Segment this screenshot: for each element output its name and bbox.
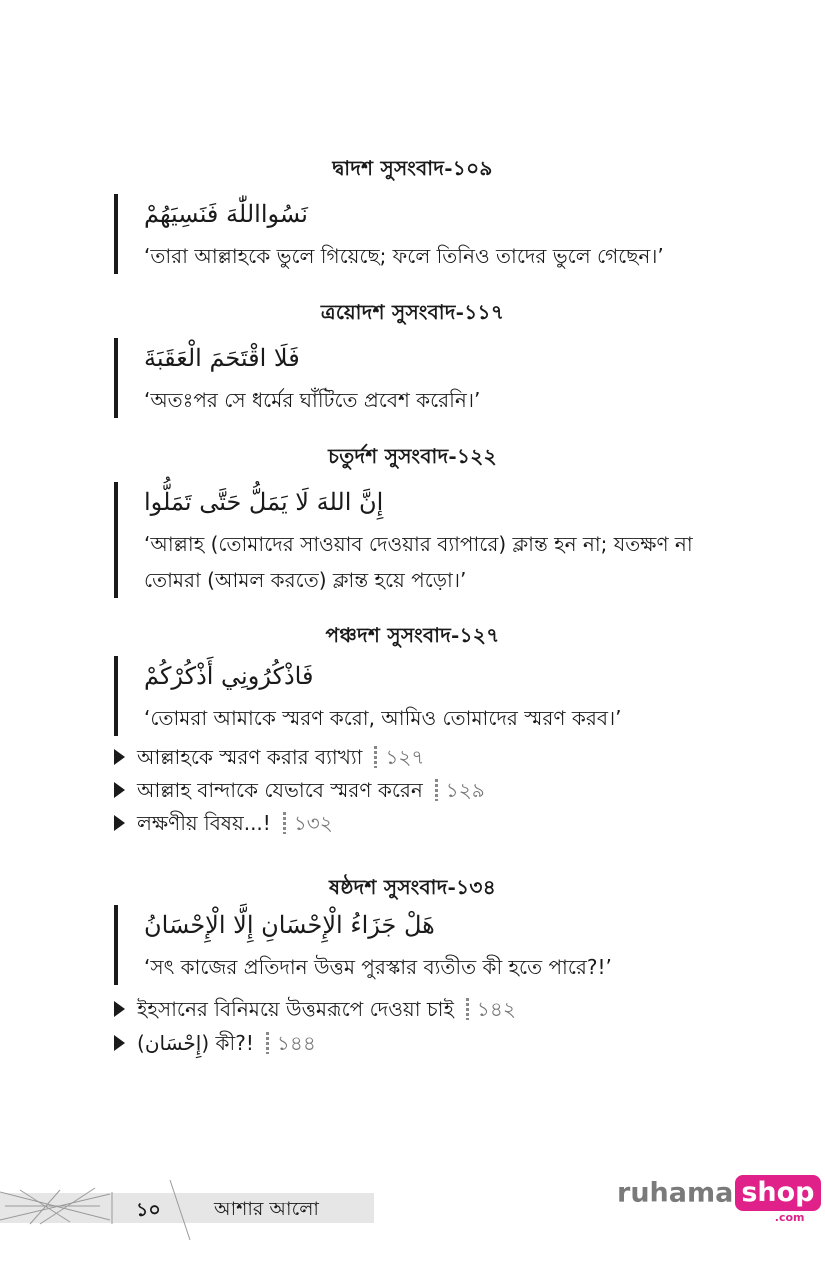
toc-entry[interactable] <box>114 742 424 772</box>
arabic-verse: إِنَّ اللهَ لَا يَمَلُّ حَتَّى تَمَلُّوا <box>144 488 384 516</box>
verse-meaning: ‘আল্লাহ (তোমাদের সাওয়াব দেওয়ার ব্যাপারে) ক্লান্ত হন না; যতক্ষণ না <box>144 532 693 556</box>
toc-page: ১৩২ <box>293 811 333 835</box>
verse-meaning: ‘সৎ কাজের প্রতিদান উত্তম পুরস্কার ব্যতীত কী হতে পারে?!’ <box>144 955 612 979</box>
verse-meaning: ‘তারা আল্লাহকে ভুলে গিয়েছে; ফলে তিনিও তাদের ভুলে গেছেন।’ <box>144 244 664 268</box>
toc-entry[interactable] <box>114 808 333 838</box>
section-heading: ষষ্ঠদশ সুসংবাদ-১৩৪ <box>329 875 496 899</box>
triangle-bullet-icon <box>114 782 125 798</box>
toc-label: আল্লাহ বান্দাকে যেভাবে স্মরণ করেন <box>137 778 423 802</box>
toc-entry[interactable] <box>114 775 485 805</box>
verse-block <box>114 338 744 418</box>
dotted-separator <box>266 1032 269 1054</box>
toc-label: লক্ষণীয় বিষয়...! <box>137 811 271 835</box>
verse-meaning: ‘অতঃপর সে ধর্মের ঘাঁটিতে প্রবেশ করেনি।’ <box>144 388 481 412</box>
toc-entry[interactable] <box>114 1028 316 1058</box>
toc-label: আল্লাহকে স্মরণ করার ব্যাখ্যা <box>137 745 363 769</box>
verse-meaning: তোমরা (আমল করতে) ক্লান্ত হয়ে পড়ো।’ <box>144 568 467 592</box>
ruhamashop-logo <box>617 1175 821 1224</box>
toc-page: ১২৯ <box>445 778 485 802</box>
verse-block <box>114 905 744 985</box>
toc-label: ইহসানের বিনিময়ে উত্তমরূপে দেওয়া চাই <box>137 997 454 1021</box>
arabic-verse: نَسُوااللّٰهَ فَنَسِيَهُمْ <box>144 200 308 228</box>
verse-block <box>114 656 744 736</box>
page-number: ১০ <box>136 1199 161 1221</box>
dotted-separator <box>435 779 438 801</box>
dotted-separator <box>283 812 286 834</box>
toc-label: (إِحْسَان) কী?! <box>137 1031 254 1055</box>
toc-page: ১২৭ <box>385 745 425 769</box>
dotted-separator <box>466 998 469 1020</box>
toc-page: ১৪২ <box>476 997 516 1021</box>
triangle-bullet-icon <box>114 815 125 831</box>
toc-page: ১৪৪ <box>276 1031 316 1055</box>
triangle-bullet-icon <box>114 1001 125 1017</box>
logo-box: shop <box>735 1175 820 1211</box>
logo-text: ruhama <box>617 1177 734 1209</box>
section-heading: ত্রয়োদশ সুসংবাদ-১১৭ <box>320 300 505 324</box>
arabic-verse: فَلَا اقْتَحَمَ الْعَقَبَةَ <box>144 344 300 372</box>
section-heading: চতুর্দশ সুসংবাদ-১২২ <box>328 444 497 468</box>
logo-sub: .com <box>774 1211 805 1224</box>
triangle-bullet-icon <box>114 1035 125 1051</box>
verse-block <box>114 194 744 274</box>
verse-block <box>114 482 744 598</box>
arabic-verse: فَاذْكُرُونِي أَذْكُرْكُمْ <box>144 662 314 690</box>
section-heading: দ্বাদশ সুসংবাদ-১০৯ <box>332 156 493 180</box>
book-title: আশার আলো <box>214 1198 319 1220</box>
arabic-verse: هَلْ جَزَاءُ الْإِحْسَانِ إِلَّا الْإِحْسَانُ <box>144 911 435 939</box>
toc-entry[interactable] <box>114 994 516 1024</box>
decorative-lines-icon <box>0 1180 200 1240</box>
verse-meaning: ‘তোমরা আমাকে স্মরণ করো, আমিও তোমাদের স্মরণ করব।’ <box>144 706 622 730</box>
dotted-separator <box>374 746 377 768</box>
section-heading: পঞ্চদশ সুসংবাদ-১২৭ <box>325 623 500 647</box>
triangle-bullet-icon <box>114 749 125 765</box>
